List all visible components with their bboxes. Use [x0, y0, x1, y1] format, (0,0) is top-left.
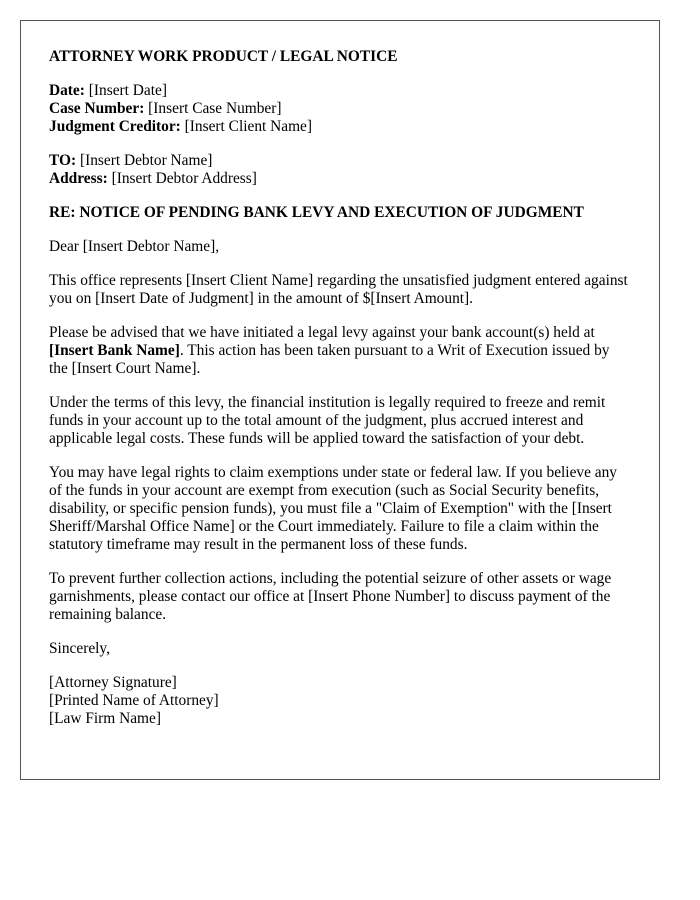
- paragraph-exemptions: You may have legal rights to claim exemptions under state or federal law. If you believe any of the funds in your account are exempt from execution (such as Social Security benefits, disability, or specific pension funds), you must file a "Claim of Exemption" with the [Insert Sheriff/Marshal Office Name] or the Court immediately. Failure to file a claim within the statutory timeframe may result in the permanent loss of these funds.: [49, 464, 618, 553]
- document-header: ATTORNEY WORK PRODUCT / LEGAL NOTICE: [49, 48, 398, 65]
- judgment-creditor-value: [Insert Client Name]: [180, 118, 313, 135]
- bank-name-placeholder: [Insert Bank Name]: [49, 342, 180, 359]
- to-line: [49, 152, 631, 170]
- law-firm-name: [Law Firm Name]: [49, 710, 161, 727]
- date-value: [Insert Date]: [84, 82, 167, 99]
- paragraph-levy-end: . This action has been taken pursuant to a Writ of Execution issued by the [Insert Court Name].: [49, 342, 610, 377]
- attorney-signature: [Attorney Signature]: [49, 674, 177, 691]
- case-number-label: Case Number:: [49, 100, 145, 117]
- printed-attorney-name: [Printed Name of Attorney]: [49, 692, 219, 709]
- paragraph-terms: Under the terms of this levy, the financial institution is legally required to freeze and remit funds in your account up to the total amount of the judgment, plus accrued interest and applicable legal costs. These funds will be applied toward the satisfaction of your debt.: [49, 394, 606, 447]
- paragraph-contact: To prevent further collection actions, including the potential seizure of other assets or wage garnishments, please contact our office at [Insert Phone Number] to discuss payment of the remaining balance.: [49, 570, 612, 623]
- judgment-creditor-label: Judgment Creditor:: [49, 118, 181, 135]
- re-subject-line: RE: NOTICE OF PENDING BANK LEVY AND EXECUTION OF JUDGMENT: [49, 204, 584, 221]
- to-label: TO:: [49, 152, 77, 169]
- legal-notice-letter: [20, 20, 660, 780]
- recipient-block: [49, 152, 631, 188]
- address-line: [49, 170, 631, 188]
- case-number-value: [Insert Case Number]: [144, 100, 282, 117]
- judgment-creditor-line: [49, 118, 631, 136]
- signature-block: [49, 674, 631, 728]
- address-label: Address:: [49, 170, 108, 187]
- closing: Sincerely,: [49, 640, 110, 657]
- paragraph-levy: [49, 324, 631, 378]
- date-line: [49, 82, 631, 100]
- to-value: [Insert Debtor Name]: [76, 152, 213, 169]
- paragraph-levy-start: Please be advised that we have initiated a legal levy against your bank account(s) held at: [49, 324, 595, 341]
- date-label: Date:: [49, 82, 85, 99]
- case-number-line: [49, 100, 631, 118]
- paragraph-representation: This office represents [Insert Client Name] regarding the unsatisfied judgment entered against you on [Insert Date of Judgment] in the amount of $[Insert Amount].: [49, 272, 628, 307]
- salutation: Dear [Insert Debtor Name],: [49, 238, 220, 255]
- address-value: [Insert Debtor Address]: [107, 170, 257, 187]
- case-info-block: [49, 82, 631, 136]
